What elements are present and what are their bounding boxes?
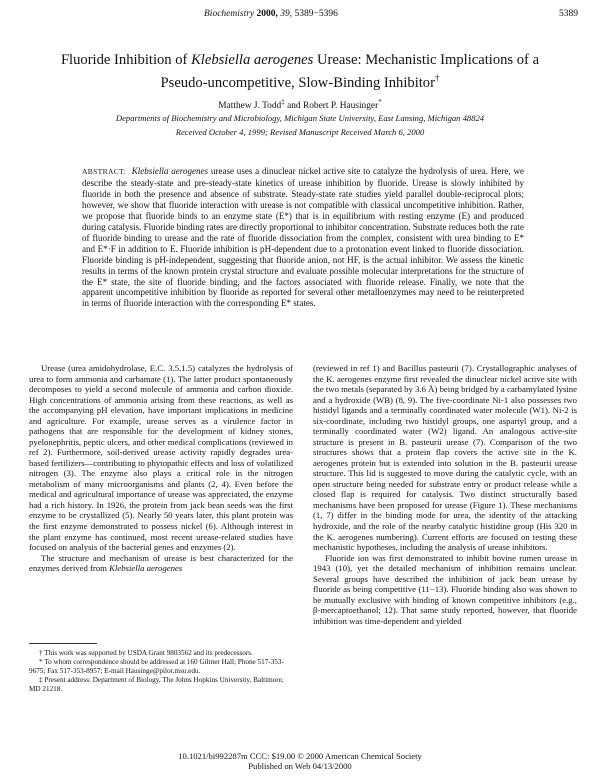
footnote-present-address: ‡ Present address: Department of Biology, The Johns Hopkins University, Baltimore, MD 21218. xyxy=(29,676,284,693)
body-column-right xyxy=(313,363,577,626)
running-head-citation: Biochemistry 2000, 39, 5389−5396 xyxy=(204,9,338,19)
intro-paragraph-3: (reviewed in ref 1) and Bacillus pasteurii (7). Crystallographic analyses of the K. aerogenes enzyme first revealed the dinuclear nickel active site with the two metals (separated by 3.6 Å) being bridged by a carbamylated lysine and a hydroxide (WB) (8, 9). The five-coordinate Ni-1 also possesses two histidyl ligands and a terminally coordinated water molecule (W1). Ni-2 is six-coordinate, including two histidyl groups, one aspartyl group, and a terminally coordinated water (W2) ligand. An analogous active-site structure is present in B. pasteurii urease (7). Comparison of the two structures shows that a protein flap covers the active site in the K. aerogenes protein but is extended into solution in the B. pasteurii urease structure. This lid is suggested to move during the catalytic cycle, with an open structure being needed for substrate entry or product release while a closed flap is required for catalysis. Two distinct structurally based mechanisms have been proposed for urease (Figure 1). These mechanisms (1, 7) differ in the binding mode for urea, the identity of the attacking hydroxide, and the role of the nearby catalytic histidine group (His 320 in the K. aerogenes numbering). Current efforts are focused on testing these mechanistic hypotheses, including the analysis of urease inhibitors. xyxy=(313,363,577,553)
intro-paragraph-4: Fluoride ion was first demonstrated to inhibit bovine rumen urease in 1943 (10), yet the detailed mechanism of inhibition remains unclear. Several groups have described the inhibition of jack bean urease by fluoride as being competitive (11−13). Fluoride binding also was shown to be mutually exclusive with binding of known competitive inhibitors (e.g., β-mercaptoethanol; 12). That same study reported, however, that fluoride inhibition was time-dependent and yielded xyxy=(313,552,577,626)
received-dates: Received October 4, 1999; Revised Manuscript Received March 6, 2000 xyxy=(175,127,425,137)
intro-paragraph-1: Urease (urea amidohydrolase, E.C. 3.5.1.5) catalyzes the hydrolysis of urea to form ammonia and carbamate (1). The latter product spontaneously decomposes to yield a second molecule of ammonia and carbon dioxide. High concentrations of ammonia arising from these reactions, as well as the accompanying pH elevation, have important implications in medicine and agriculture. For example, urease serves as a virulence factor in pathogens that are responsible for the development of kidney stones, pyelonephritis, peptic ulcers, and other medical complications (reviewed in ref 2). Furthermore, soil-derived urease activity rapidly degrades urea-based fertilizers—contributing to phytopathic effects and loss of volatilized nitrogen (3). The enzyme also plays a critical role in the nitrogen metabolism of many microorganisms and plants (2, 4). Even before the medical and agricultural importance of urease was appreciated, the enzyme had a rich history. In 1926, the protein from jack bean seeds was the first enzyme to be crystallized (5). Nearly 50 years later, this plant protein was the first enzyme demonstrated to possess nickel (6). Although interest in the plant enzyme has continued, most recent urease-related studies have focused on analysis of the bacterial genes and enzymes (2). xyxy=(29,363,293,553)
citation-pages: 5389−5396 xyxy=(294,9,338,19)
citation-volume: 39, xyxy=(280,9,293,19)
abstract-label: ABSTRACT: xyxy=(82,167,127,176)
footnotes xyxy=(29,649,293,694)
article-title: Fluoride Inhibition of Klebsiella aerogenes Urease: Mechanistic Implications of a Pseudo-uncompetitive, Slow-Binding Inhibitor† xyxy=(60,52,540,91)
running-head xyxy=(0,8,600,22)
page-number: 5389 xyxy=(559,9,578,19)
footnote-correspondence: * To whom correspondence should be addressed at 160 Giltner Hall; Phone 517-353-9675; Fax 517-353-8957; E-mail Hausinge@pilot.msu.edu. xyxy=(29,658,284,675)
footnote-funding: † This work was supported by USDA Grant 9803562 and its predecessors. xyxy=(39,649,253,657)
doi-copyright-line: 10.1021/bi992287m CCC: $19.00 © 2000 American Chemical Society xyxy=(178,751,422,761)
abstract xyxy=(82,166,524,309)
author-todd: Matthew J. Todd xyxy=(218,101,282,112)
footnote-divider xyxy=(29,643,97,644)
author-hausinger: Robert P. Hausinger xyxy=(302,101,379,112)
body-column-left xyxy=(29,363,293,574)
author-list: Matthew J. Todd‡ and Robert P. Hausinger* xyxy=(218,98,382,112)
publication-info xyxy=(0,751,600,771)
abstract-organism: Klebsiella aerogenes xyxy=(131,166,209,176)
abstract-text: urease uses a dinuclear nickel active site to catalyze the hydrolysis of urea. Here, we describe the steady-state and pre-steady-state kinetics of urease inhibition by fluoride. Urease is slowly inhibited by fluoride in both the presence and absence of substrate. Steady-state rate studies yield parallel double-reciprocal plots; however, we show that fluoride interaction with urease is not compatible with classical uncompetitive inhibition. Rather, we propose that fluoride binds to an enzyme state (E*) that is in equilibrium with resting enzyme (E) and produced during catalysis. Fluoride binding rates are directly proportional to inhibitor concentration. Substrate reduces both the rate of fluoride binding to urease and the rate of fluoride dissociation from the complex, consistent with urea binding to E* and E*·F in addition to E. Fluoride inhibition is pH-dependent due to a protonation event linked to fluoride dissociation. Fluoride binding is pH-independent, suggesting that fluoride anion, not HF, is the actual inhibitor. We assess the kinetic results in terms of the known protein crystal structure and evaluate possible molecular interpretations for the structure of the E* state, the site of fluoride binding, and the factors associated with fluoride release. Finally, we note that the apparent uncompetitive inhibition by fluoride as reported for several other metalloenzymes may need to be reinterpreted in terms of fluoride interaction with the corresponding E* states. xyxy=(82,166,524,309)
title-organism: Klebsiella aerogenes xyxy=(191,52,314,68)
title-footnote-mark: † xyxy=(434,73,440,83)
intro-paragraph-2: The structure and mechanism of urease is best characterized for the enzymes derived from Klebsiella aerogenes xyxy=(29,552,293,574)
citation-year: 2000, xyxy=(256,9,278,19)
affiliation: Departments of Biochemistry and Microbiology, Michigan State University, East Lansing, Michigan 48824 xyxy=(115,113,485,123)
published-date-line: Published on Web 04/13/2000 xyxy=(248,761,352,771)
